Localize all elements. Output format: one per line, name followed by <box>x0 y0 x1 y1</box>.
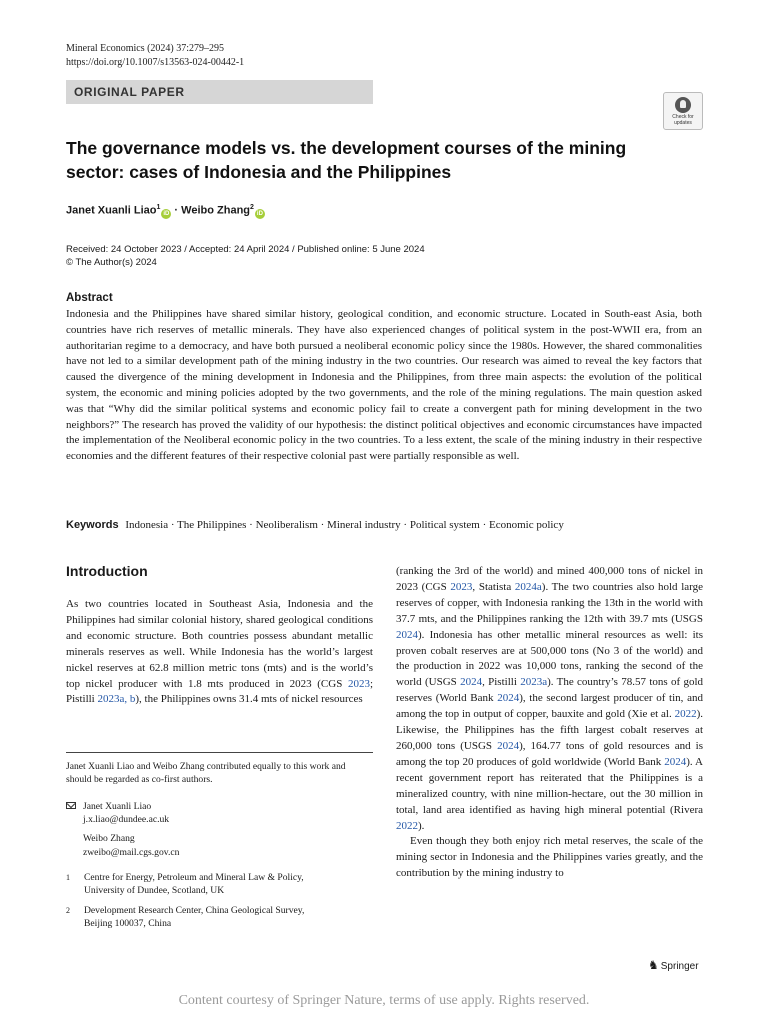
check-for-updates-badge[interactable] <box>663 92 703 130</box>
citation-link[interactable]: 2024 <box>664 755 687 768</box>
keywords-list: Indonesia · The Philippines · Neoliberalism · Mineral industry · Political system · Economic policy <box>125 519 564 531</box>
citation-link[interactable]: 2023 <box>450 580 473 593</box>
affiliation-2 <box>66 904 366 930</box>
text-run: , Statista <box>472 580 515 593</box>
footnote-divider <box>66 752 373 753</box>
article-type-banner: ORIGINAL PAPER <box>66 80 373 104</box>
affiliation-line: Development Research Center, China Geological Survey, <box>84 905 305 916</box>
citation-link[interactable]: 2023 <box>347 677 370 690</box>
article-title: The governance models vs. the development courses of the mining sector: cases of Indonesia and the Philippines <box>66 138 627 182</box>
corresponding-author: Janet Xuanli Liao <box>83 801 152 812</box>
publisher-logo <box>648 958 699 972</box>
text-run: ). <box>418 819 425 832</box>
courtesy-notice: Content courtesy of Springer Nature, terms of use apply. Rights reserved. <box>178 993 590 1008</box>
affiliation-number: 2 <box>66 906 70 915</box>
email-link[interactable]: j.x.liao@dundee.ac.uk <box>83 814 170 826</box>
author-affiliation-mark: 2 <box>250 204 254 211</box>
text-run: ). The two countries also hold large reserves of copper, with Indonesia ranking the 13th in the world with 37.7 mts, and the Philippines ranking the 12th with 39.7 mts (USGS <box>396 580 704 625</box>
email-link[interactable]: zweibo@mail.cgs.gov.cn <box>83 846 180 858</box>
text-run: ). Indonesia has other metallic mineral resources as well: its proven cobalt reserves are at 500,000 tons (No 3 of the world) and the production in 2022 was 10,000 tons, ranking the second of the world (USGS <box>396 628 703 689</box>
contribution-note: Janet Xuanli Liao and Weibo Zhang contributed equally to this work and should be regarded as co-first authors. <box>66 761 346 786</box>
author-list <box>66 204 265 219</box>
citation-link[interactable]: 2024a <box>514 580 542 593</box>
affiliation-line: Beijing 100037, China <box>84 918 172 930</box>
text-run: ). A recent government report has reiterated that the Philippines is a mineralized country, with nine million-hectare, out the 30 million in total, land area identified as having high mineral potential (Rivera <box>396 755 704 816</box>
paragraph: Even though they both enjoy rich metal reserves, the scale of the mining sector in Indonesia and the Philippines varies greatly, and the contribution by the mining industry to <box>396 835 703 880</box>
paragraph <box>396 564 703 834</box>
citation-link[interactable]: 2024 <box>460 676 483 689</box>
dates-line: Received: 24 October 2023 / Accepted: 24 April 2024 / Published online: 5 June 2024 <box>66 244 425 255</box>
text-run: ), the Philippines owns 31.4 mts of nickel resources <box>135 693 363 706</box>
text-run: ), 164.77 tons of gold resources and is among the top 20 produces of gold worldwide (World Bank <box>396 739 703 768</box>
text-run: ). Likewise, the Philippines has the fifth largest cobalt reserves at 260,000 tons (USGS <box>396 708 703 752</box>
check-updates-line1: Check for <box>672 114 694 120</box>
abstract-text: Indonesia and the Philippines have shared similar history, geological condition, and economic structure. Located in South-east Asia, both countries have rich reserves of metallic minerals. They have also experienced changes of political system in the post-WWII era, from an authoritarian regime to a democracy, and have both pursued a neoliberal economic policy since the 1980s. However, the shared commonalities have not led to a similar development path of the mining industry in the two countries. Our research was aimed to reveal the key factors that caused the divergence of the mining development in Indonesia and the Philippines, from three main aspects: the evolution of the political system, the economic and mining policies adopted by the two governments, and the role of the mining regulations. The main question asked was that “Why did the similar political systems and economic policy fail to create a convergent path for mining development in the two neighbors?” The research has proved the validity of our hypothesis: the distinct political objectives and economic circumstances have impacted the implementation of the Neoliberal economic policy in the two countries. To a less extent, the scale of the mining industry in their respective economies and the different features of their respective colonial past were partially responsible as well. <box>66 308 702 463</box>
abstract-heading: Abstract <box>66 292 113 304</box>
text-run: (ranking the 3rd of the world) and mined 400,000 tons of nickel in 2023 (CGS <box>396 565 703 593</box>
citation-link[interactable]: 2023a, b <box>97 693 136 706</box>
orcid-icon[interactable]: iD <box>163 210 170 217</box>
body-column-right <box>396 564 703 882</box>
doi-link[interactable]: https://doi.org/10.1007/s13563-024-00442-1 <box>66 57 245 68</box>
text-run: ), the second largest producer of tin, and among the top in output of copper, bauxite and gold (Xie et al. <box>396 692 703 721</box>
text-run: As two countries located in Southeast Asia, Indonesia and the Philippines had similar colonial history, shared geological conditions and economic structure. Both countries possess abundant metallic minerals reserves as well. While Indonesia has the world’s largest nickel reserves at 62.8 million metric tons (mts) and is the world’s top nickel producer with 1.8 mts produced in 2023 (CGS <box>66 598 373 690</box>
text-run: ). The country’s 78.57 tons of gold reserves (World Bank <box>396 676 703 705</box>
journal-citation-text: Mineral Economics (2024) 37:279–295 <box>66 43 225 54</box>
citation-link[interactable]: 2024 <box>497 692 520 705</box>
orcid-icon[interactable]: iD <box>256 210 263 217</box>
citation-link[interactable]: 2023a <box>520 676 548 689</box>
affiliation-line: University of Dundee, Scotland, UK <box>84 885 225 897</box>
bookmark-icon <box>675 97 691 113</box>
citation-link[interactable]: 2022 <box>396 819 418 832</box>
citation-link[interactable]: 2024 <box>396 628 418 641</box>
check-updates-line2: updates <box>674 120 692 126</box>
copyright-line: © The Author(s) 2024 <box>66 257 157 268</box>
corresponding-author: Weibo Zhang <box>83 833 135 845</box>
citation-link[interactable]: 2022 <box>674 708 697 721</box>
text-run: ; Pistilli <box>66 677 373 706</box>
affiliation-line: Centre for Energy, Petroleum and Mineral Law & Policy, <box>84 872 304 883</box>
correspondence <box>66 800 373 859</box>
author-separator: · <box>171 204 182 217</box>
paragraph <box>66 597 373 708</box>
introduction-heading: Introduction <box>66 563 148 579</box>
body-column-left <box>66 597 373 708</box>
author-name[interactable]: Janet Xuanli Liao <box>66 204 157 217</box>
publisher-name: Springer <box>660 961 699 972</box>
affiliation-1 <box>66 871 366 897</box>
author-affiliation-mark: 1 <box>156 204 161 211</box>
journal-citation <box>66 42 244 70</box>
citation-link[interactable]: 2024 <box>497 739 520 752</box>
affiliation-number: 1 <box>66 873 70 882</box>
keywords <box>66 518 706 533</box>
envelope-icon <box>66 802 76 809</box>
keywords-heading: Keywords <box>66 519 119 531</box>
text-run: , Pistilli <box>482 676 521 689</box>
springer-horse-icon: ♞ <box>648 958 659 972</box>
publication-dates <box>66 243 425 269</box>
author-name[interactable]: Weibo Zhang <box>181 204 251 217</box>
